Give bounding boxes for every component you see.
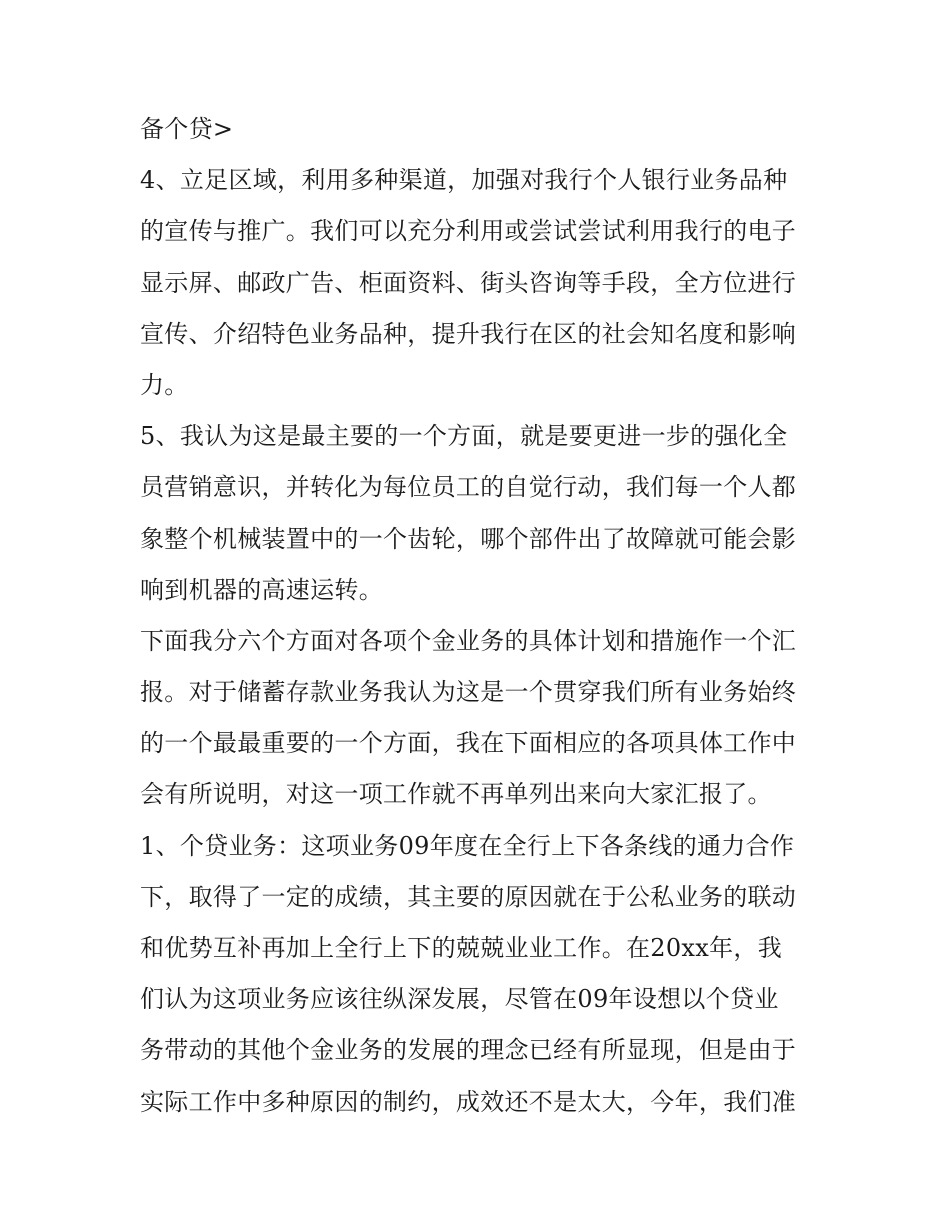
text-line-17: 和优势互补再加上全行上下的兢兢业业工作。在20xx年，我: [140, 934, 783, 962]
text-line-5: 宣传、介绍特色业务品种，提升我行在区的社会知名度和影响: [140, 319, 797, 348]
text-line-16: 下，取得了一定的成绩，其主要的原因就在于公私业务的联动: [140, 882, 797, 911]
text-line-7: 5、我认为这是最主要的一个方面，就是要更进一步的强化全: [140, 422, 788, 451]
text-line-10: 响到机器的高速运转。: [140, 575, 383, 604]
text-line-14: 会有所说明，对这一项工作就不再单列出来向大家汇报了。: [140, 780, 772, 809]
text-line-13: 的一个最最重要的一个方面，我在下面相应的各项具体工作中: [140, 729, 797, 758]
document-body: [140, 104, 820, 1128]
text-line-20: 实际工作中多种原因的制约，成效还不是太大，今年，我们准: [140, 1087, 797, 1116]
text-line-3: 的宣传与推广。我们可以充分利用或尝试尝试利用我行的电子: [140, 217, 797, 246]
text-line-18: 们认为这项业务应该往纵深发展，尽管在09年设想以个贷业: [140, 985, 779, 1014]
text-line-8: 员营销意识，并转化为每位员工的自觉行动，我们每一个人都: [140, 473, 797, 502]
text-line-9: 象整个机械装置中的一个齿轮，哪个部件出了故障就可能会影: [140, 524, 797, 553]
text-line-12: 报。对于储蓄存款业务我认为这是一个贯穿我们所有业务始终: [140, 678, 797, 707]
text-line-4: 显示屏、邮政广告、柜面资料、街头咨询等手段，全方位进行: [140, 268, 797, 297]
text-line-11: 下面我分六个方面对各项个金业务的具体计划和措施作一个汇: [140, 626, 797, 655]
text-line-2: 4、立足区域，利用多种渠道，加强对我行个人银行业务品种: [140, 166, 788, 195]
text-line-6: 力。: [140, 370, 189, 399]
text-line-19: 务带动的其他个金业务的发展的理念已经有所显现，但是由于: [140, 1036, 797, 1065]
text-line-1: 备个贷>: [140, 115, 234, 143]
text-line-15: 1、个贷业务：这项业务09年度在全行上下各条线的通力合作: [140, 831, 795, 860]
